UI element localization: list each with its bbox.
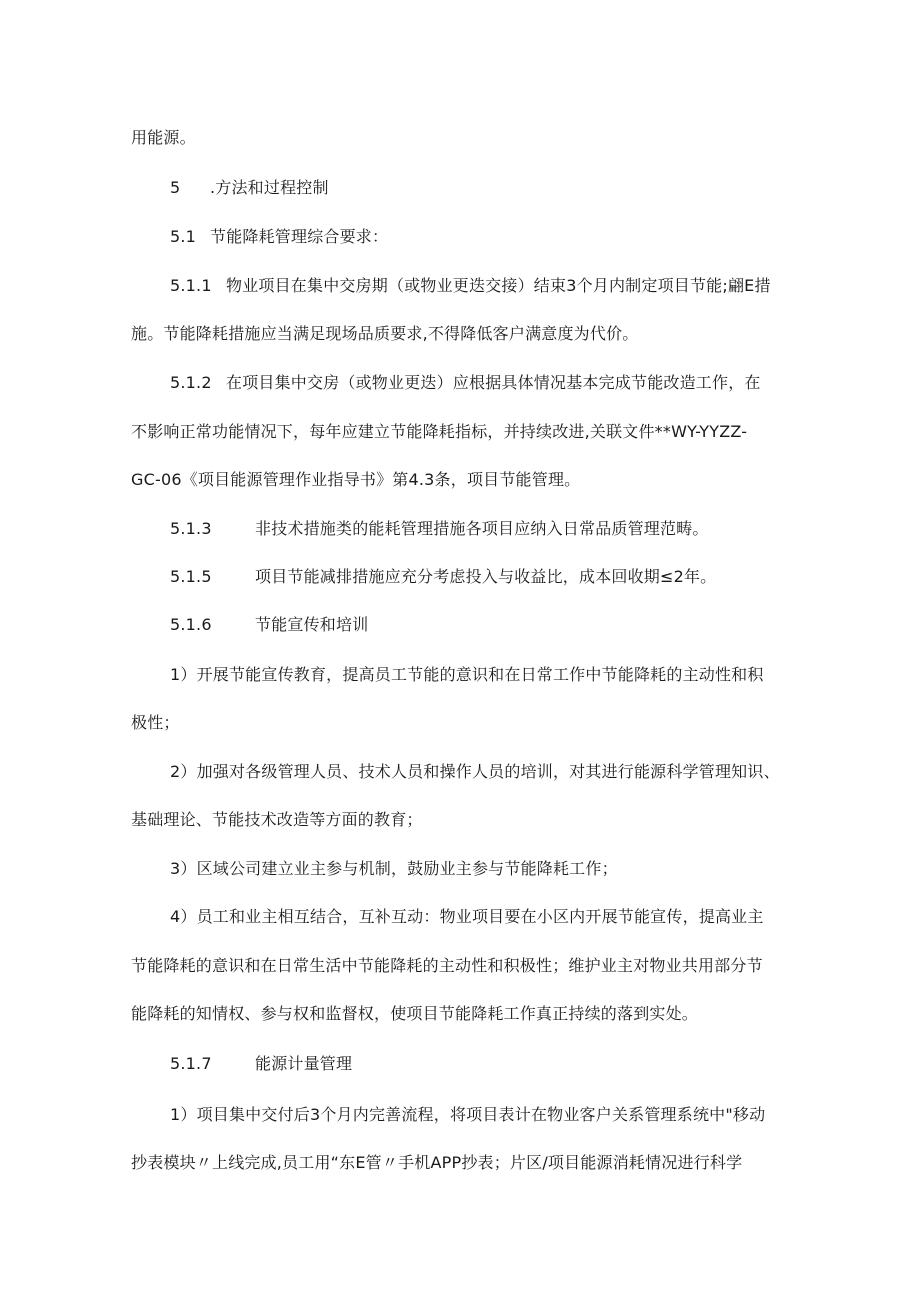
section-number: 5.1.5	[170, 567, 212, 586]
list-item-1-line2: 极性；	[131, 713, 180, 732]
section-5-1-1-line2: 施。节能降耗措施应当满足现场品质要求,不得降低客户满意度为代价。	[131, 324, 639, 343]
list-item-2-line1: 2）加强对各级管理人员、技术人员和操作人员的培训，对其进行能源科学管理知识、	[170, 762, 780, 781]
section-5-1-2-line3: GC-06《项目能源管理作业指导书》第4.3条，项目节能管理。	[131, 470, 581, 489]
list-item-4-line3: 能降耗的知情权、参与权和监督权，使项目节能降耗工作真正持续的落到实处。	[131, 1004, 699, 1023]
list-item-2-line2: 基础理论、节能技术改造等方面的教育；	[131, 810, 423, 829]
section-5-1-5: 5.1.5 项目节能减排措施应充分考虑投入与收益比，成本回收期≤2年。	[170, 567, 717, 586]
list-item-5-line2: 抄表模块〃上线完成,员工用“东E管〃手机APP抄表；片区/项目能源消耗情况进行科学	[131, 1153, 743, 1172]
intro-tail: 用能源。	[131, 128, 196, 147]
section-title: .方法和过程控制	[210, 178, 329, 197]
section-5-heading	[170, 177, 329, 199]
section-title: 能源计量管理	[255, 1054, 353, 1073]
section-number: 5.1.6	[170, 615, 212, 634]
section-5-1-2-line1: 5.1.2 在项目集中交房（或物业更迭）应根据具体情况基本完成节能改造工作，在	[170, 373, 761, 392]
section-number: 5.1.2	[170, 373, 212, 392]
list-item-4-line2: 节能降耗的意识和在日常生活中节能降耗的主动性和积极性；维护业主对物业共用部分节	[131, 956, 763, 975]
section-title: 节能降耗管理综合要求：	[210, 227, 389, 246]
list-item-5-line1: 1）项目集中交付后3个月内完善流程，将项目表计在物业客户关系管理系统中"移动	[170, 1105, 766, 1124]
section-title: 节能宣传和培训	[255, 615, 369, 634]
section-5-1-7-heading	[170, 1053, 352, 1075]
list-item-3-line1: 3）区域公司建立业主参与机制，鼓励业主参与节能降耗工作；	[170, 859, 618, 878]
section-number: 5.1	[170, 227, 197, 246]
list-item-1-line1: 1）开展节能宣传教育，提高员工节能的意识和在日常工作中节能降耗的主动性和积	[170, 665, 764, 684]
section-number: 5	[170, 178, 181, 197]
section-number: 5.1.3	[170, 519, 212, 538]
list-item-4-line1: 4）员工和业主相互结合，互补互动：物业项目要在小区内开展节能宣传，提高业主	[170, 907, 764, 926]
section-number: 5.1.7	[170, 1054, 212, 1073]
section-5-1-3: 5.1.3 非技术措施类的能耗管理措施各项目应纳入日常品质管理范畴。	[170, 519, 709, 538]
section-5-1-1-line1: 5.1.1 物业项目在集中交房期（或物业更迭交接）结束3个月内制定项目节能;翩E措	[170, 276, 771, 295]
section-number: 5.1.1	[170, 276, 212, 295]
section-5-1-2-line2: 不影响正常功能情况下，每年应建立节能降耗指标，并持续改进,关联文件**WY-YYZZ-	[131, 422, 748, 441]
section-5-1-6-heading	[170, 614, 368, 636]
section-5-1-heading	[170, 226, 388, 248]
